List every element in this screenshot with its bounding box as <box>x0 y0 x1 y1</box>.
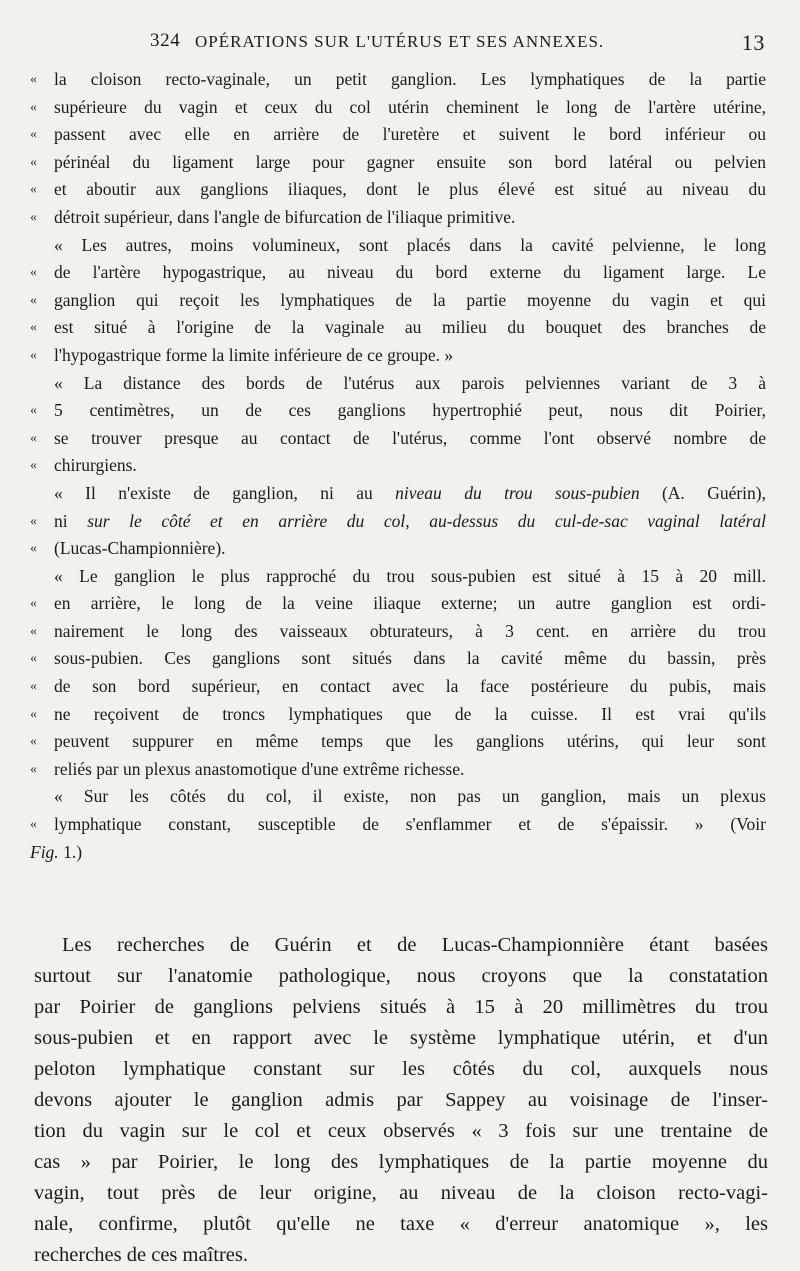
quote-line: « passent avec elle en arrière de l'uretère et suivent le bord inférieur ou <box>30 124 766 145</box>
quote-line: « (Lucas-Championnière). <box>30 538 226 559</box>
quote-line: « 5 centimètres, un de ces ganglions hypertrophié peut, nous dit Poirier, <box>30 400 766 421</box>
quote-line: « se trouver presque au contact de l'utérus, comme l'ont observé nombre de <box>30 427 766 448</box>
quote-line: « nairement le long des vaisseaux obturateurs, à 3 cent. en arrière du trou <box>30 620 766 641</box>
quote-line: « Les autres, moins volumineux, sont placés dans la cavité pelvienne, le long <box>54 234 766 255</box>
figure-reference: Fig. <box>30 841 59 862</box>
body-line: tion du vagin sur le col et ceux observés « 3 fois sur une trentaine de <box>34 1120 768 1142</box>
body-line: peloton lymphatique constant sur les côtés du col, auxquels nous <box>34 1058 768 1080</box>
body-line: surtout sur l'anatomie pathologique, nous croyons que la constatation <box>34 965 768 987</box>
quote-line: « l'hypogastrique forme la limite inférieure de ce groupe. » <box>30 344 454 365</box>
quote-line: « périnéal du ligament large pour gagner ensuite son bord latéral ou pelvien <box>30 151 766 172</box>
body-line: Les recherches de Guérin et de Lucas-Championnière étant basées <box>62 934 768 956</box>
quote-line: « est situé à l'origine de la vaginale au milieu du bouquet des branches de <box>30 317 766 338</box>
quote-line: « la cloison recto-vaginale, un petit ganglion. Les lymphatiques de la partie <box>30 69 766 89</box>
quote-line: « et aboutir aux ganglions iliaques, dont le plus élevé est situé au niveau du <box>30 179 766 200</box>
body-line: cas » par Poirier, le long des lymphatiques de la partie moyenne du <box>34 1151 768 1173</box>
body-line: vagin, tout près de leur origine, au niveau de la cloison recto-vagi- <box>34 1182 768 1204</box>
quote-line: « de l'artère hypogastrique, au niveau du bord externe du ligament large. Le <box>30 262 766 283</box>
italic-phrase: niveau du trou sous-pubien <box>395 482 640 503</box>
body-line: recherches de ces maîtres. <box>34 1244 248 1266</box>
quote-line: Fig. 1.) <box>30 841 83 862</box>
quote-line: « Sur les côtés du col, il existe, non pas un ganglion, mais un plexus <box>54 786 766 807</box>
quote-line: « ganglion qui reçoit les lymphatiques de la partie moyenne du vagin et qui <box>30 289 766 310</box>
quote-line: « de son bord supérieur, en contact avec la face postérieure du pubis, mais <box>30 676 766 697</box>
body-line: par Poirier de ganglions pelviens situés à 15 à 20 millimètres du trou <box>34 996 768 1018</box>
quote-line: « lymphatique constant, susceptible de s'enflammer et de s'épaissir. » (Voir <box>30 814 766 835</box>
quote-line: « supérieure du vagin et ceux du col utérin cheminent le long de l'artère utérine, <box>30 96 766 117</box>
quote-line: « La distance des bords de l'utérus aux parois pelviennes variant de 3 à <box>54 372 766 393</box>
quote-line: « chirurgiens. <box>30 455 137 476</box>
quote-line: « reliés par un plexus anastomotique d'une extrême richesse. <box>30 758 465 779</box>
column-number: 13 <box>741 30 765 55</box>
body-line: nale, confirme, plutôt qu'elle ne taxe « d'erreur anatomique », les <box>34 1213 768 1235</box>
quote-line: « ni sur le côté et en arrière du col, au-dessus du cul-de-sac vaginal latéral <box>30 510 767 531</box>
quote-line: « peuvent suppurer en même temps que les ganglions utérins, qui leur sont <box>30 731 766 752</box>
body-paragraph <box>34 930 768 1271</box>
body-line: devons ajouter le ganglion admis par Sappey au voisinage de l'inser- <box>34 1089 768 1111</box>
quote-line: « Le ganglion le plus rapproché du trou sous-pubien est situé à 15 à 20 mill. <box>54 565 766 586</box>
running-title: OPÉRATIONS SUR L'UTÉRUS ET SES ANNEXES. <box>195 32 605 51</box>
quoted-passage <box>30 66 766 866</box>
italic-phrase: sur le côté et en arrière du col, au-dessus du cul-de-sac vaginal latéral <box>87 510 767 531</box>
quote-line: « ne reçoivent de troncs lymphatiques que de la cuisse. Il est vrai qu'ils <box>30 703 766 724</box>
page-number: 324 <box>150 30 181 51</box>
quote-line: « sous-pubien. Ces ganglions sont situés dans la cavité même du bassin, près <box>30 648 766 669</box>
body-line: sous-pubien et en rapport avec le système lymphatique utérin, et d'un <box>34 1027 768 1049</box>
quote-line: « détroit supérieur, dans l'angle de bifurcation de l'iliaque primitive. <box>30 206 516 227</box>
quote-line: « en arrière, le long de la veine iliaque externe; un autre ganglion est ordi- <box>30 593 766 614</box>
quote-line: « Il n'existe de ganglion, ni au niveau du trou sous-pubien (A. Guérin), <box>54 482 766 503</box>
